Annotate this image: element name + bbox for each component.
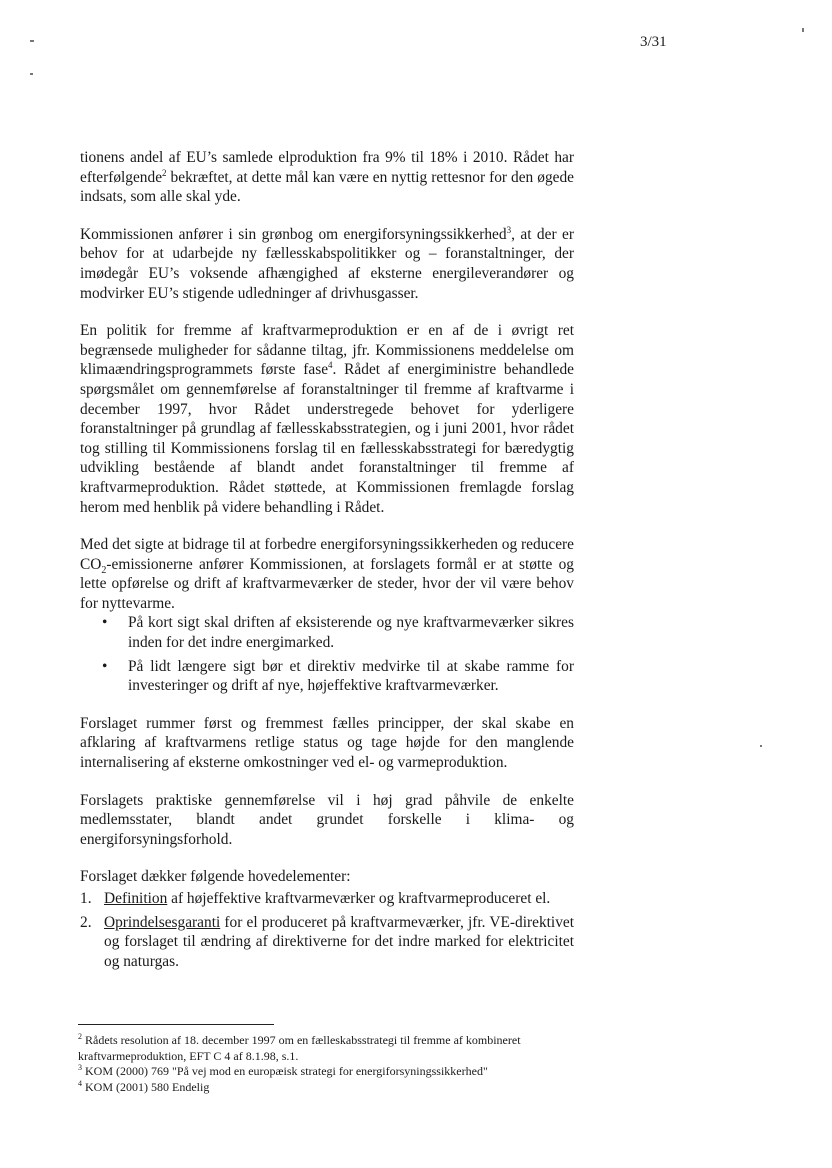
paragraph-6: Forslagets praktiske gennemførelse vil i høj grad påhvile de enkelte medlemsstater, blandt andet grundet forskelle i klima- og energiforsyningsforhold. [80, 791, 574, 848]
bullet-item: • På kort sigt skal driften af eksisterende og nye kraftvarmeværker sikres inden for det indre energimarked. [128, 613, 574, 652]
numbered-item: 1. Definition af højeffektive kraftvarmeværker og kraftvarmeproduceret el. [80, 890, 551, 907]
scan-speck [30, 73, 33, 75]
item-term: Oprindelsesgaranti [104, 913, 221, 931]
subscript-2: 2 [101, 564, 107, 576]
footnote-item: $^3$ KOM (2000) 769 "På vej mod en europæisk strategi for energiforsyningssikkerhed" [78, 1063, 488, 1078]
paragraph-3: En politik for fremme af kraftvarmeproduktion er en af de i øvrigt ret begrænsede muligheder for sådanne tiltag, jfr. Kommissionens meddelelse om klimaændringsprogrammets første fase$^4$. Rådet af energiministre behandlede spørgsmålet om gennemførelse af foranstaltninger til fremme af kraftvarme i december 1997, hvor Rådet understregede behovet for yderligere foranstaltninger på grundlag af fællesskabsstrategien, og i juni 2001, hvor rådet tog stilling til Kommissionens forslag til en fællesskabsstrategi for bæredygtig udvikling bestående af blandt andet foranstaltninger til fremme af kraftvarmeproduktion. Rådet støttede, at Kommissionen fremlagde forslag herom med henblik på videre behandling i Rådet. [80, 322, 574, 516]
paragraph-1: tionens andel af EU’s samlede elproduktion fra 9% til 18% i 2010. Rådet har efterfølgende$^2$ bekræftet, at dette mål kan være en nyttig rettesnor for den øgede indsats, som alle skal yde. [80, 149, 574, 206]
page-number: 3/31 [640, 34, 667, 50]
footnote-item: $^2$ Rådets resolution af 18. december 1997 om en fælleskabsstrategi til fremme af kombineret kraftvarmeproduktion, EFT C 4 af 8.1.98, s.1. [78, 1032, 521, 1063]
numbered-item: 2. Oprindelsesgaranti for el produceret på kraftvarmeværker, jfr. VE-direktivet og forslaget til ændring af direktiverne for det indre marked for elektricitet og naturgas. [80, 913, 574, 970]
scan-speck [30, 40, 34, 42]
paragraph-2: Kommissionen anfører i sin grønbog om energiforsyningssikkerhed$^3$, at der er behov for at udarbejde ny fællesskabspolitikker og – foranstaltninger, der imødegår EU’s voksende afhængighed af eksterne energileverandører og modvirker EU’s stigende udledninger af drivhusgasser. [80, 224, 574, 302]
bullet-item: • På lidt længere sigt bør et direktiv medvirke til at skabe ramme for investeringer og drift af nye, højeffektive kraftvarmeværker. [128, 657, 574, 696]
footnote-separator [78, 1024, 274, 1025]
scan-speck [760, 745, 762, 747]
footnote-ref-4: 4 [328, 360, 333, 371]
numbered-list [80, 889, 574, 971]
bullet-list [80, 613, 574, 695]
item-number: 1. [80, 890, 92, 907]
paragraph-4: Med det sigte at bidrage til at forbedre energiforsyningssikkerheden og reducere $CO_2$-emissionerne anfører Kommissionen, at forslagets formål er at støtte og lette opførelse og drift af kraftvarmeværker de steder, hvor der vil være behov for nyttevarme. [80, 536, 574, 612]
paragraph-7: Forslaget dækker følgende hovedelementer: [80, 868, 351, 886]
item-number: 2. [80, 913, 92, 931]
footnotes [78, 1033, 578, 1095]
item-term: Definition [104, 890, 168, 907]
scan-speck [802, 28, 804, 32]
footnote-ref-3: 3 [506, 224, 512, 235]
document-body [80, 148, 574, 975]
footnote-ref-2: 2 [162, 167, 167, 178]
footnote-item: $^4$ KOM (2001) 580 Endelig [78, 1078, 210, 1094]
paragraph-5: Forslaget rummer først og fremmest fælles principper, der skal skabe en afklaring af kraftvarmens retlige status og tage højde for den manglende internalisering af eksterne omkostninger ved el- og varmeproduktion. [80, 714, 574, 772]
